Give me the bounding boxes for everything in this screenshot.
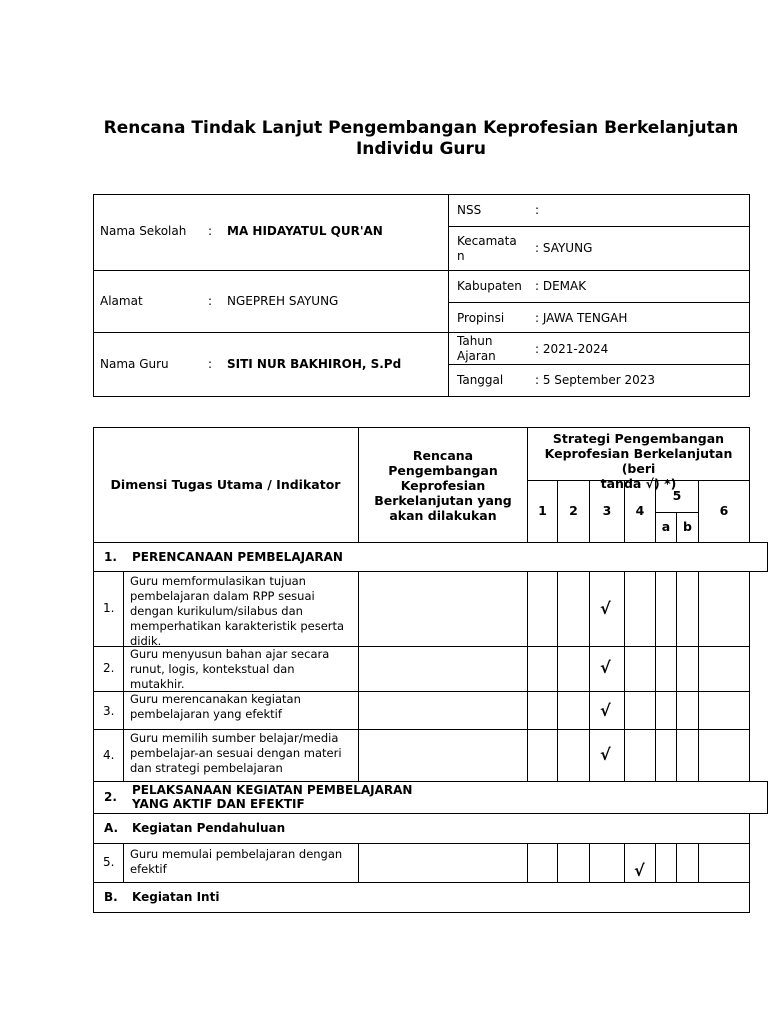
header-rencana-line: Rencana [412, 448, 474, 463]
row-4-check: √ [600, 745, 611, 764]
row-2-line: Guru menyusun bahan ajar secara [130, 647, 330, 661]
section-a-title: Kegiatan Pendahuluan [132, 821, 286, 835]
row-5-line: Guru memulai pembelajaran dengan [130, 847, 343, 861]
row-3-line: pembelajaran yang efektif [130, 707, 282, 721]
row-4-line: dan strategi pembelajaran [130, 761, 283, 775]
row-5-num: 5. [103, 855, 115, 869]
propinsi-label: Propinsi [457, 311, 505, 325]
tahun-label-2: Ajaran [457, 349, 496, 363]
header-strategi-line: Strategi Pengembangan [552, 431, 725, 446]
col-header-3: 3 [602, 503, 612, 518]
row-1-indicator [130, 574, 353, 649]
nss-label: NSS [457, 203, 482, 217]
alamat-value: NGEPREH SAYUNG [227, 294, 339, 308]
header-dimensi: Dimensi Tugas Utama / Indikator [110, 477, 341, 492]
nama-guru-label: Nama Guru [100, 357, 169, 371]
kabupaten-value: : DEMAK [535, 279, 587, 293]
row-2-num: 2. [103, 661, 115, 675]
header-strategi-line: Keprofesian Berkelanjutan (beri [544, 446, 733, 476]
row-1-check: √ [600, 599, 611, 618]
col-header-1: 1 [538, 503, 547, 518]
row-2-check: √ [600, 658, 611, 677]
section-a-num: A. [104, 821, 119, 835]
kecamatan-label-1: Kecamata [457, 234, 517, 248]
nama-sekolah-value: MA HIDAYATUL QUR'AN [227, 224, 383, 238]
kabupaten-label: Kabupaten [457, 279, 522, 293]
header-strategi-line: tanda √) *) [600, 476, 677, 491]
row-3-num: 3. [103, 704, 115, 718]
header-rencana-line: Keprofesian [400, 478, 486, 493]
row-1-line: didik. [130, 634, 162, 648]
row-5-indicator [130, 847, 353, 877]
nss-value: : [535, 203, 540, 217]
row-1-line: pembelajaran dalam RPP sesuai [130, 589, 315, 603]
tahun-value: : 2021-2024 [535, 342, 609, 356]
nama-guru-sep: : [208, 357, 213, 371]
header-rencana-line: akan dilakukan [389, 508, 497, 523]
row-1-num: 1. [103, 601, 115, 615]
tahun-label-1: Tahun [457, 334, 493, 348]
row-4-line: pembelajar-an sesuai dengan materi [130, 746, 342, 760]
section-b-title: Kegiatan Inti [132, 890, 220, 904]
row-4-num: 4. [103, 748, 115, 762]
propinsi-value: : JAWA TENGAH [535, 311, 628, 325]
col-header-5b: b [683, 519, 692, 534]
page-title [0, 118, 768, 160]
row-3-indicator [130, 692, 353, 722]
header-rencana [360, 448, 526, 523]
alamat-label: Alamat [100, 294, 143, 308]
tanggal-value: : 5 September 2023 [535, 373, 655, 387]
row-1-line: dengan kurikulum/silabus dan [130, 604, 303, 618]
row-4-indicator [130, 731, 353, 776]
row-5-line: efektif [130, 862, 167, 876]
title-line-1: Rencana Tindak Lanjut Pengembangan Keprofesian Berkelanjutan [103, 118, 739, 138]
section-1-title: PERENCANAAN PEMBELAJARAN [132, 550, 343, 564]
header-strategi [528, 431, 749, 491]
col-header-5a: a [661, 519, 671, 534]
row-3-line: Guru merencanakan kegiatan [130, 692, 301, 706]
nama-sekolah-sep: : [208, 224, 213, 238]
title-line-2: Individu Guru [355, 139, 487, 159]
col-header-6: 6 [719, 503, 729, 518]
row-4-line: Guru memilih sumber belajar/media [130, 731, 339, 745]
col-header-4: 4 [635, 503, 645, 518]
header-rencana-line: Pengembangan [388, 463, 498, 478]
row-2-line: runut, logis, kontekstual dan [130, 662, 295, 676]
alamat-sep: : [208, 294, 213, 308]
nama-sekolah-label: Nama Sekolah [100, 224, 187, 238]
kecamatan-value: : SAYUNG [535, 241, 593, 255]
section-2-title-line-2: YANG AKTIF DAN EFEKTIF [132, 797, 305, 811]
col-header-5: 5 [672, 488, 682, 503]
nama-guru-value: SITI NUR BAKHIROH, S.Pd [227, 357, 402, 371]
section-b-num: B. [104, 890, 118, 904]
row-2-indicator [130, 647, 353, 692]
section-2-title-line-1: PELAKSANAAN KEGIATAN PEMBELAJARAN [132, 783, 413, 797]
row-1-line: memperhatikan karakteristik peserta [130, 619, 345, 633]
row-5-check: √ [634, 861, 645, 880]
header-rencana-line: Berkelanjutan yang [374, 493, 512, 508]
row-1-line: Guru memformulasikan tujuan [130, 574, 306, 588]
tanggal-label: Tanggal [457, 373, 504, 387]
row-3-check: √ [600, 701, 611, 720]
section-1-num: 1. [104, 550, 117, 564]
section-2-num: 2. [104, 790, 117, 804]
kecamatan-label-2: n [457, 249, 465, 263]
col-header-2: 2 [569, 503, 578, 518]
row-2-line: mutakhir. [130, 677, 185, 691]
